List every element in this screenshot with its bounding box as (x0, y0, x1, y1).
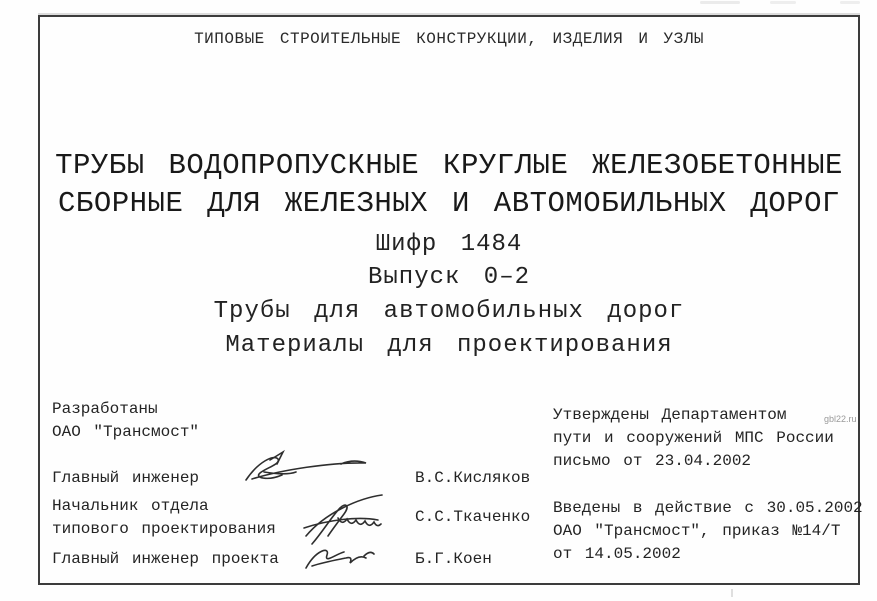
scan-artifact (700, 1, 740, 4)
approved-line2: пути и сооружений МПС России (553, 429, 834, 447)
signatory-role-dept-head-line2: типового проектирования (52, 520, 276, 538)
effective-line1: Введены в действие с 30.05.2002 (553, 499, 863, 517)
signatory-role-chief-project-engineer: Главный инженер проекта (52, 550, 279, 568)
developer-company: ОАО "Трансмост" (52, 423, 200, 441)
approved-line3: письмо от 23.04.2002 (553, 452, 752, 470)
approved-line1: Утверждены Департаментом (553, 406, 787, 424)
developed-label: Разработаны (52, 400, 158, 418)
main-title-line2: СБОРНЫЕ ДЛЯ ЖЕЛЕЗНЫХ И АВТОМОБИЛЬНЫХ ДОРОГ (58, 187, 840, 220)
effective-line2: ОАО "Трансмост", приказ №14/Т (553, 522, 841, 540)
scan-artifact (840, 1, 860, 4)
signatory-role-dept-head-line1: Начальник отдела (52, 497, 209, 515)
signatory-name-tkachenko: С.С.Ткаченко (415, 508, 531, 526)
subtitle-materials: Материалы для проектирования (225, 332, 673, 359)
signatory-role-chief-engineer: Главный инженер (52, 469, 200, 487)
effective-line3: от 14.05.2002 (553, 545, 681, 563)
subtitle-roads: Трубы для автомобильных дорог (213, 298, 685, 325)
main-title-line1: ТРУБЫ ВОДОПРОПУСКНЫЕ КРУГЛЫЕ ЖЕЛЕЗОБЕТОННЫЕ (55, 149, 843, 182)
cipher-line: Шифр 1484 (375, 231, 523, 258)
signature-icon (236, 448, 376, 488)
scan-artifact (731, 589, 733, 597)
signatory-name-koen: Б.Г.Коен (415, 550, 492, 568)
signature-icon (300, 540, 380, 576)
signatory-name-kislyakov: В.С.Кисляков (415, 469, 531, 487)
scan-artifact (770, 1, 796, 4)
site-watermark: gbl22.ru (824, 414, 857, 424)
issue-line: Выпуск 0–2 (367, 264, 531, 291)
series-title: ТИПОВЫЕ СТРОИТЕЛЬНЫЕ КОНСТРУКЦИИ, ИЗДЕЛИЯ И УЗЛЫ (194, 30, 704, 48)
